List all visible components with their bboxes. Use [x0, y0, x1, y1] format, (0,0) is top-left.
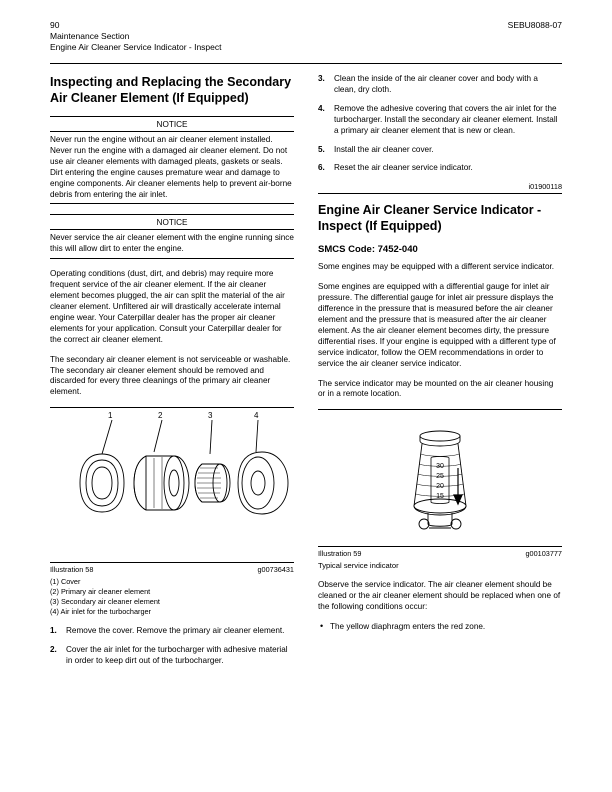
illustration-label: Illustration 59 — [318, 549, 362, 559]
notice-text: Never service the air cleaner element with the engine running since this will allow dirt to enter the engine. — [50, 233, 294, 254]
notice-label: NOTICE — [156, 218, 188, 228]
step-number: 4. — [318, 103, 325, 113]
step-number: 5. — [318, 144, 325, 154]
step-number: 2. — [50, 645, 57, 655]
step-number: 1. — [50, 626, 57, 636]
illustration-label: Illustration 58 — [50, 565, 94, 575]
topic-reference-id: i01900118 — [528, 182, 562, 192]
illustration-ref: g00103777 — [525, 549, 562, 559]
step-item — [50, 626, 294, 637]
gauge-label-15: 15 — [436, 493, 444, 501]
topic-divider — [318, 193, 562, 194]
figure-callout-3: 3 — [208, 411, 213, 421]
figure-59 — [318, 409, 562, 570]
header-subsection: Engine Air Cleaner Service Indicator - Inspect — [50, 42, 222, 53]
notice-label: NOTICE — [156, 120, 188, 129]
step-text: Remove the cover. Remove the primary air cleaner element. — [66, 626, 285, 636]
air-cleaner-exploded-diagram — [50, 408, 294, 558]
left-paragraph-2: The secondary air cleaner element is not serviceable or washable. The secondary air cleaner element should be removed and discarded for every three cleanings of the primary air cleaner element. — [50, 354, 291, 397]
document-id: SEBU8088-07 — [507, 20, 562, 30]
condition-list — [318, 622, 562, 633]
left-column — [50, 74, 294, 675]
smcs-code: SMCS Code: 7452-040 — [318, 244, 418, 256]
gauge-label-20: 20 — [436, 483, 444, 491]
gauge-label-25: 25 — [436, 473, 444, 481]
step-text: Reset the air cleaner service indicator. — [334, 163, 473, 173]
bullet-item: • The yellow diaphragm enters the red zone. — [318, 622, 562, 633]
legend-item: (4) Air inlet for the turbocharger — [50, 606, 151, 616]
page-number: 90 — [50, 20, 60, 30]
right-paragraph-2: Some engines are equipped with a differential gauge for inlet air pressure. The differential gauge for inlet air pressure displays the difference in the pressure that is measured before the air cleaner element and the pressure that is measured after the air cleaner element. As the air cleaner element becomes dirty, the pressure differential rises. If your engine is equipped with a different type of service indicator, follow the OEM recommendations in order to service the air cleaner service indicator. — [318, 282, 556, 368]
step-item — [318, 74, 562, 96]
figure-legend — [50, 577, 294, 616]
step-text: Cover the air inlet for the turbocharger with adhesive material in order to keep dirt out of the turbocharger. — [66, 645, 288, 666]
step-text: Clean the inside of the air cleaner cover and body with a clean, dry cloth. — [334, 74, 538, 94]
header-section: Maintenance Section — [50, 31, 130, 41]
page-header — [50, 20, 562, 53]
right-step-list — [318, 74, 562, 174]
notice-text: Never run the engine without an air cleaner element installed. Never run the engine with a damaged air cleaner element. Do not use air cleaner elements with damaged pleats, gaskets or seals. Dirt entering the engine causes premature wear and damage to engine components. Air cleaner elements help to prevent air-borne debris from entering the air inlet. — [50, 135, 292, 199]
illustration-ref: g00736431 — [257, 565, 294, 575]
step-item — [318, 145, 562, 156]
figure-callout-2: 2 — [158, 411, 163, 421]
service-indicator-diagram — [318, 410, 562, 542]
right-column — [318, 74, 562, 639]
figure-58 — [50, 407, 294, 616]
notice-block-1 — [50, 116, 294, 204]
right-paragraph-1: Some engines may be equipped with a different service indicator. — [318, 262, 555, 272]
notice-block-2 — [50, 214, 294, 259]
step-item — [318, 104, 562, 137]
figure-callout-1: 1 — [108, 411, 113, 421]
figure-callout-4: 4 — [254, 411, 259, 421]
right-section-title: Engine Air Cleaner Service Indicator - Inspect (If Equipped) — [318, 203, 542, 234]
step-number: 6. — [318, 163, 325, 173]
step-number: 3. — [318, 74, 325, 83]
step-text: Install the air cleaner cover. — [334, 144, 434, 154]
step-item — [318, 163, 562, 174]
legend-item: (1) Cover — [50, 577, 81, 587]
gauge-label-30: 30 — [436, 463, 444, 471]
right-closing-paragraph: Observe the service indicator. The air cleaner element should be cleaned or the air cleaner element should be replaced when one of the following conditions occur: — [318, 580, 561, 612]
legend-item: (3) Secondary air cleaner element — [50, 596, 160, 606]
header-divider — [50, 63, 562, 64]
step-text: Remove the adhesive covering that covers the air inlet for the turbocharger. Install the secondary air cleaner element. Install a primary air cleaner element that is new or clean. — [334, 103, 558, 135]
figure-caption: Typical service indicator — [318, 561, 399, 571]
left-paragraph-1: Operating conditions (dust, dirt, and debris) may require more frequent service of the air cleaner element. If the air cleaner element becomes plugged, the air can split the material of the air cleaner element. Unfiltered air will drastically accelerate internal engine wear. Your Caterpillar dealer has the proper air cleaner elements for your application. Consult your Caterpillar dealer for the correct air cleaner element. — [50, 269, 285, 344]
left-step-list — [50, 626, 294, 667]
left-section-title: Inspecting and Replacing the Secondary Air Cleaner Element (If Equipped) — [50, 75, 292, 105]
step-item — [50, 645, 294, 667]
legend-item: (2) Primary air cleaner element — [50, 586, 151, 596]
right-paragraph-3: The service indicator may be mounted on the air cleaner housing or in a remote location. — [318, 378, 554, 399]
